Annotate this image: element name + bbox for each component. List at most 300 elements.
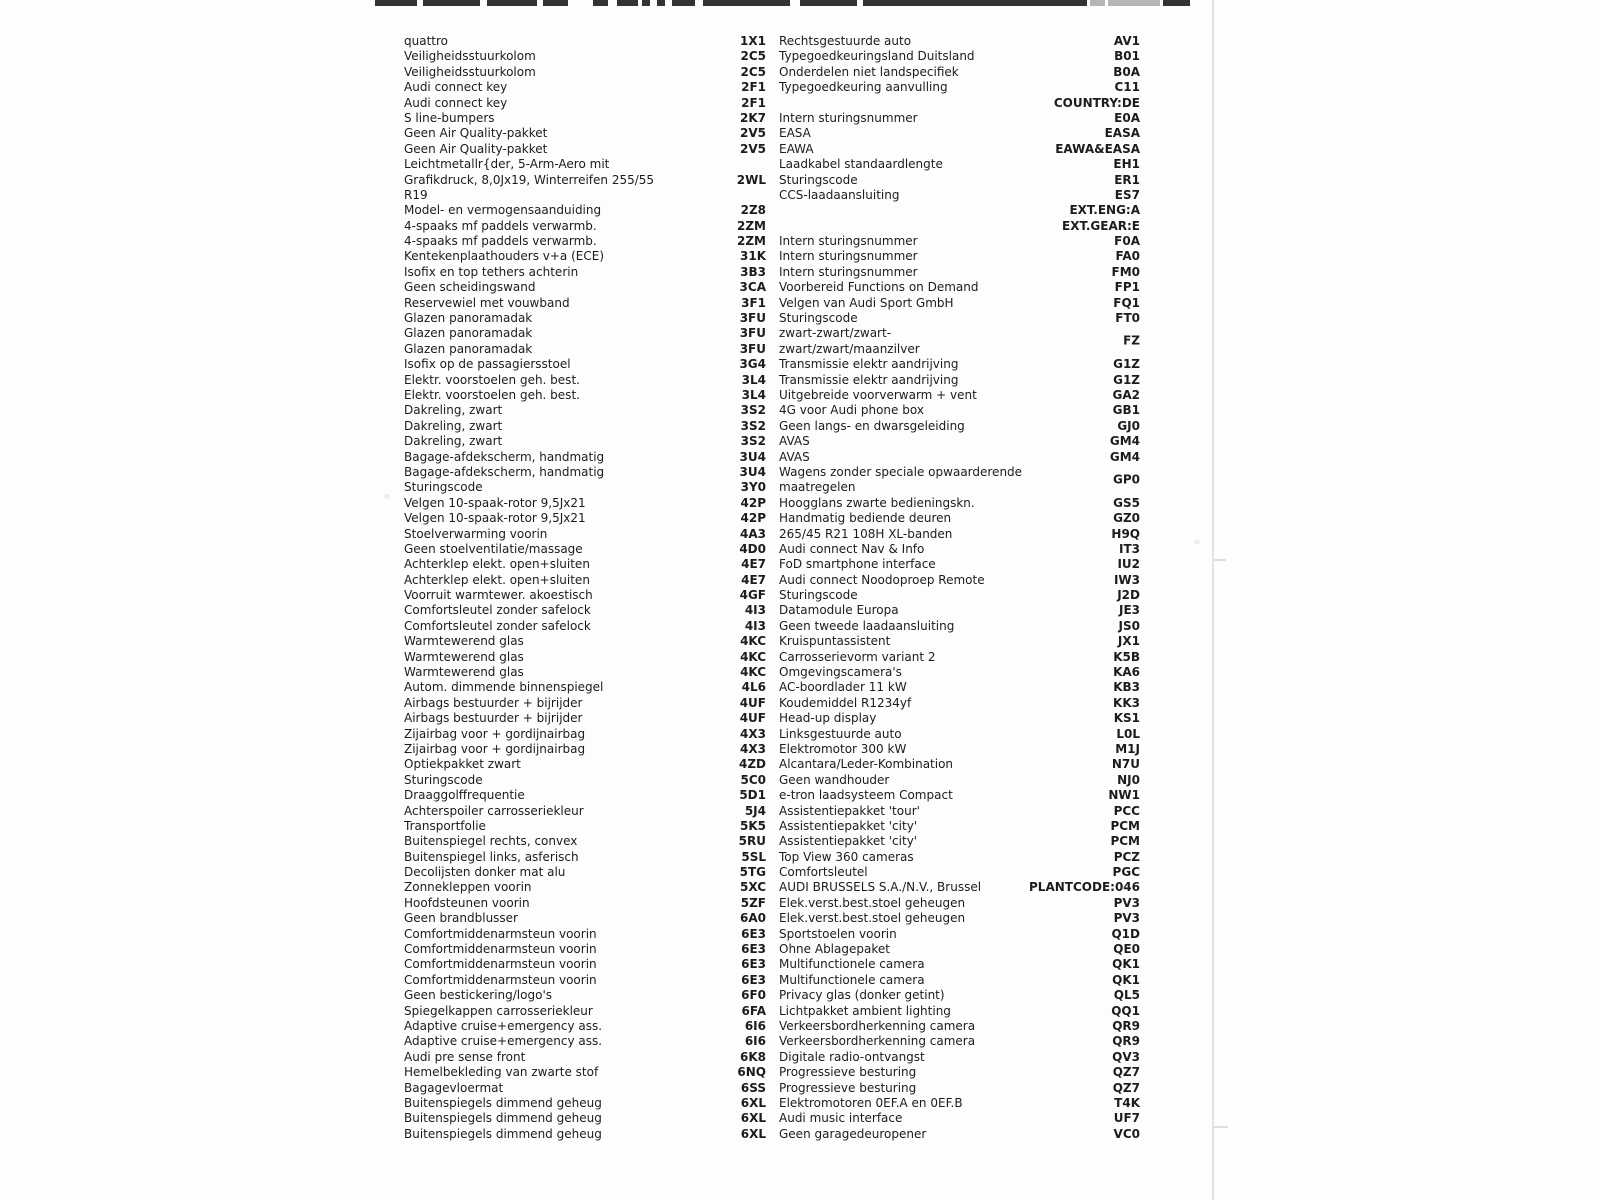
right-description: Audi connect Noodoproep Remote <box>779 572 985 587</box>
table-row <box>0 603 1600 618</box>
right-code: EAWA&EASA <box>1055 141 1140 156</box>
right-code: IU2 <box>1117 557 1140 572</box>
right-description: Geen tweede laadaansluiting <box>779 618 955 633</box>
right-code: IW3 <box>1113 572 1140 587</box>
table-row <box>0 357 1600 372</box>
right-description: Privacy glas (donker getint) <box>779 988 945 1003</box>
right-code: GA2 <box>1112 387 1140 402</box>
left-description: Dakreling, zwart <box>404 403 503 418</box>
left-code: 4L6 <box>741 680 766 695</box>
right-code: QZ7 <box>1112 1065 1140 1080</box>
left-description: Geen Air Quality-pakket <box>404 141 548 156</box>
left-description: Stoelverwarming voorin <box>404 526 548 541</box>
left-code: 3S2 <box>740 403 766 418</box>
table-row <box>0 988 1600 1003</box>
left-description: Bagage-afdekscherm, handmatig <box>404 464 605 479</box>
left-code: 5D1 <box>739 788 766 803</box>
left-description: Optiekpakket zwart <box>404 757 521 772</box>
left-description: Sturingscode <box>404 772 483 787</box>
right-code: GJ0 <box>1117 418 1140 433</box>
left-description: Elektr. voorstoelen geh. best. <box>404 372 580 387</box>
left-code: 6I6 <box>744 1034 766 1049</box>
table-row <box>0 650 1600 665</box>
left-code: 3CA <box>739 280 766 295</box>
left-code: 5J4 <box>744 803 766 818</box>
left-description: Warmtewerend glas <box>404 665 524 680</box>
table-row <box>0 65 1600 80</box>
left-description: 4-spaaks mf paddels verwarmb. <box>404 234 597 249</box>
right-description: Onderdelen niet landspecifiek <box>779 64 959 79</box>
right-code: FA0 <box>1115 249 1140 264</box>
left-code: 2C5 <box>740 64 766 79</box>
right-code: B0A <box>1113 64 1140 79</box>
left-description: Audi connect key <box>404 95 508 110</box>
left-code: 4I3 <box>744 618 766 633</box>
right-code: QR9 <box>1112 1019 1140 1033</box>
left-code: 4I3 <box>744 603 766 618</box>
table-row <box>0 665 1600 680</box>
right-code: G1Z <box>1113 372 1140 387</box>
left-code: 3FU <box>739 311 766 326</box>
left-description: Airbags bestuurder + bijrijder <box>404 695 583 710</box>
right-code: PCC <box>1113 803 1140 818</box>
right-description: 4G voor Audi phone box <box>779 403 924 418</box>
left-description: Comfortsleutel zonder safelock <box>404 618 591 633</box>
right-description: Progressieve besturing <box>779 1065 917 1080</box>
right-code: GM4 <box>1109 434 1140 449</box>
left-description: Autom. dimmende binnenspiegel <box>404 680 604 695</box>
table-row <box>0 34 1600 49</box>
left-description: Leichtmetallr{der, 5-Arm-Aero mit <box>404 157 610 172</box>
right-description: Multifunctionele camera <box>779 972 925 987</box>
left-code: 6A0 <box>740 911 766 926</box>
left-description: 4-spaaks mf paddels verwarmb. <box>404 218 597 233</box>
left-description: Geen scheidingswand <box>404 280 536 295</box>
table-row <box>0 819 1600 834</box>
left-code: 3G4 <box>739 357 766 372</box>
left-code: 42P <box>740 495 766 510</box>
left-code: 6E3 <box>741 942 766 957</box>
right-code: IT3 <box>1119 541 1140 556</box>
table-row <box>0 527 1600 542</box>
left-description: Dakreling, zwart <box>404 434 503 449</box>
table-row <box>0 173 1600 188</box>
left-code: 3Y0 <box>740 480 766 495</box>
table-row <box>0 511 1600 526</box>
table-row <box>0 450 1600 465</box>
right-description: Hoogglans zwarte bedieningskn. <box>779 495 975 510</box>
right-code: VC0 <box>1113 1126 1140 1141</box>
left-code: 6K8 <box>740 1049 766 1064</box>
left-code: 5ZF <box>740 895 766 910</box>
left-description: Bagage-afdekscherm, handmatig <box>404 449 605 464</box>
table-row <box>0 96 1600 111</box>
right-description: Alcantara/Leder-Kombination <box>779 757 954 772</box>
table-row <box>0 434 1600 449</box>
table-row <box>0 711 1600 726</box>
right-description: Transmissie elektr aandrijving <box>779 372 959 387</box>
left-code: 2ZM <box>737 218 766 233</box>
right-code: L0L <box>1116 726 1140 741</box>
left-description: Reservewiel met vouwband <box>404 295 570 310</box>
left-code: 2WL <box>736 172 766 187</box>
right-code: KS1 <box>1113 711 1140 726</box>
table-row <box>0 542 1600 557</box>
table-row <box>0 942 1600 957</box>
right-description: EAWA <box>779 141 814 156</box>
right-description: Intern sturingsnummer <box>779 234 918 249</box>
left-description: Comfortsleutel zonder safelock <box>404 603 591 618</box>
right-description: Laadkabel standaardlengte <box>779 157 943 172</box>
table-row <box>0 142 1600 157</box>
left-description: Achterklep elekt. open+sluiten <box>404 557 590 572</box>
table-row <box>0 757 1600 772</box>
right-description: Multifunctionele camera <box>779 957 925 972</box>
left-code: 31K <box>740 249 766 264</box>
right-description: Top View 360 cameras <box>779 849 914 864</box>
right-code: B01 <box>1114 49 1140 64</box>
right-description: Assistentiepakket 'city' <box>779 818 918 833</box>
left-code: 4E7 <box>741 572 766 587</box>
right-description: Sportstoelen voorin <box>779 926 897 941</box>
right-description: Sturingscode <box>779 311 858 326</box>
table-row <box>0 850 1600 865</box>
right-code: AV1 <box>1113 34 1140 48</box>
left-code: 6XL <box>740 1111 766 1126</box>
right-description: Digitale radio-ontvangst <box>779 1049 925 1064</box>
right-code: QR9 <box>1112 1034 1140 1049</box>
table-row <box>0 1050 1600 1065</box>
right-description: zwart-zwart/zwart- <box>779 326 892 341</box>
left-code: 5C0 <box>740 772 766 787</box>
right-description: 265/45 R21 108H XL-banden <box>779 526 953 541</box>
right-code: PCZ <box>1113 849 1140 864</box>
table-row <box>0 464 1600 487</box>
table-row <box>0 957 1600 972</box>
table-row <box>0 696 1600 711</box>
right-description: Velgen van Audi Sport GmbH <box>779 295 954 310</box>
table-row <box>0 49 1600 64</box>
left-description: Comfortmiddenarmsteun voorin <box>404 972 597 987</box>
right-description: zwart/zwart/maanzilver <box>779 341 920 356</box>
table-row <box>0 419 1600 434</box>
right-code: T4K <box>1114 1095 1140 1110</box>
right-description: Elek.verst.best.stoel geheugen <box>779 895 966 910</box>
left-code: 4D0 <box>739 541 766 556</box>
right-code: F0A <box>1114 234 1140 249</box>
table-row <box>0 896 1600 911</box>
table-row <box>0 157 1600 172</box>
right-description: Progressieve besturing <box>779 1080 917 1095</box>
right-code: PV3 <box>1113 895 1140 910</box>
left-code: 3L4 <box>741 372 766 387</box>
left-code: 6XL <box>740 1095 766 1110</box>
table-row <box>0 634 1600 649</box>
right-description: Assistentiepakket 'tour' <box>779 803 920 818</box>
left-description: Velgen 10-spaak-rotor 9,5Jx21 <box>404 495 586 510</box>
right-code: UF7 <box>1113 1111 1140 1126</box>
right-code: E0A <box>1114 110 1140 125</box>
left-description: Isofix op de passagiersstoel <box>404 357 571 372</box>
table-row <box>0 234 1600 249</box>
right-description: Geen garagedeuropener <box>779 1126 927 1141</box>
left-code: 3S2 <box>740 434 766 449</box>
left-description: Buitenspiegels dimmend geheug <box>404 1126 602 1141</box>
left-description: Geen Air Quality-pakket <box>404 126 548 141</box>
table-row <box>0 296 1600 311</box>
right-description: Typegoedkeuring aanvulling <box>779 80 948 95</box>
table-row <box>0 280 1600 295</box>
left-description: R19 <box>404 187 428 202</box>
left-code: 6NQ <box>737 1065 766 1080</box>
left-description: Sturingscode <box>404 480 483 495</box>
table-row <box>0 880 1600 895</box>
right-code: GZ0 <box>1113 511 1140 526</box>
right-code: NJ0 <box>1117 772 1140 787</box>
right-code: QZ7 <box>1112 1080 1140 1095</box>
left-description: Zonnekleppen voorin <box>404 880 532 895</box>
table-row <box>0 111 1600 126</box>
table-row <box>0 1034 1600 1049</box>
left-code: 6E3 <box>741 957 766 972</box>
left-code: 4E7 <box>741 557 766 572</box>
right-code: FT0 <box>1115 311 1140 326</box>
right-code: GP0 <box>1113 472 1140 487</box>
left-code: 4X3 <box>740 741 766 756</box>
left-description: Hoofdsteunen voorin <box>404 895 530 910</box>
table-row <box>0 865 1600 880</box>
table-row <box>0 203 1600 218</box>
right-description: Kruispuntassistent <box>779 634 891 649</box>
right-description: Linksgestuurde auto <box>779 726 902 741</box>
left-code: 4KC <box>740 649 766 664</box>
left-code: 5XC <box>740 880 766 895</box>
left-description: Decolijsten donker mat alu <box>404 865 566 880</box>
right-code: K5B <box>1113 649 1140 664</box>
right-description: Intern sturingsnummer <box>779 264 918 279</box>
equipment-code-table <box>0 34 1600 1142</box>
right-description: Geen langs- en dwarsgeleiding <box>779 418 965 433</box>
right-description: Elektromotoren 0EF.A en 0EF.B <box>779 1095 963 1110</box>
left-description: Adaptive cruise+emergency ass. <box>404 1019 603 1033</box>
right-description: Assistentiepakket 'city' <box>779 834 918 849</box>
table-row <box>0 804 1600 819</box>
right-code: J2D <box>1117 588 1140 603</box>
left-description: Buitenspiegels dimmend geheug <box>404 1111 602 1126</box>
left-description: Glazen panoramadak <box>404 326 533 341</box>
right-description: Sturingscode <box>779 172 858 187</box>
left-code: 6FA <box>741 1003 766 1018</box>
right-description: Intern sturingsnummer <box>779 249 918 264</box>
table-row <box>0 588 1600 603</box>
right-description: AUDI BRUSSELS S.A./N.V., Brussel <box>779 880 982 895</box>
right-code: QQ1 <box>1111 1003 1140 1018</box>
right-code: QK1 <box>1112 957 1140 972</box>
table-row <box>0 1019 1600 1034</box>
left-description: Kentekenplaathouders v+a (ECE) <box>404 249 605 264</box>
table-row <box>0 219 1600 234</box>
left-description: Warmtewerend glas <box>404 649 524 664</box>
right-description: maatregelen <box>779 480 856 495</box>
right-code: GM4 <box>1109 449 1140 464</box>
right-code: JE3 <box>1118 603 1140 618</box>
left-code: 5TG <box>739 865 766 880</box>
left-description: Airbags bestuurder + bijrijder <box>404 711 583 726</box>
left-code: 6E3 <box>741 926 766 941</box>
right-description: Carrosserievorm variant 2 <box>779 649 936 664</box>
left-description: Bagagevloermat <box>404 1080 504 1095</box>
table-row <box>0 342 1600 357</box>
right-description: Ohne Ablagepaket <box>779 942 890 957</box>
right-description: AVAS <box>779 449 810 464</box>
left-description: Audi connect key <box>404 80 508 95</box>
left-description: Dakreling, zwart <box>404 418 503 433</box>
table-row <box>0 265 1600 280</box>
left-code: 3U4 <box>739 449 766 464</box>
left-code: 2V5 <box>740 141 766 156</box>
right-code: QE0 <box>1113 942 1140 957</box>
left-description: Draaggolffrequentie <box>404 788 525 803</box>
right-description: Geen wandhouder <box>779 772 890 787</box>
table-row <box>0 1065 1600 1080</box>
left-code: 5SL <box>741 849 766 864</box>
right-code: FM0 <box>1111 264 1140 279</box>
right-code: COUNTRY:DE <box>1053 95 1140 110</box>
left-code: 6I6 <box>744 1019 766 1033</box>
right-code: Q1D <box>1111 926 1140 941</box>
left-code: 4UF <box>739 695 766 710</box>
right-code: FQ1 <box>1113 295 1140 310</box>
right-description: Handmatig bediende deuren <box>779 511 952 526</box>
table-row <box>0 311 1600 326</box>
right-description: Intern sturingsnummer <box>779 110 918 125</box>
right-code: PLANTCODE:046 <box>1029 880 1140 895</box>
table-row <box>0 727 1600 742</box>
right-description: Audi music interface <box>779 1111 903 1126</box>
right-description: Voorbereid Functions on Demand <box>779 280 979 295</box>
left-description: Adaptive cruise+emergency ass. <box>404 1034 603 1049</box>
left-code: 3L4 <box>741 387 766 402</box>
left-description: Voorruit warmtewer. akoestisch <box>404 588 593 603</box>
table-row <box>0 480 1600 495</box>
left-code: 6SS <box>740 1080 766 1095</box>
table-row <box>0 1004 1600 1019</box>
right-description: EASA <box>779 126 811 141</box>
table-row <box>0 742 1600 757</box>
right-description: Uitgebreide voorverwarm + vent <box>779 387 977 402</box>
right-description: Verkeersbordherkenning camera <box>779 1034 976 1049</box>
left-code: 2V5 <box>740 126 766 141</box>
right-description: Wagens zonder speciale opwaarderende <box>779 464 1023 479</box>
left-code: 6XL <box>740 1126 766 1141</box>
right-description: Lichtpakket ambient lighting <box>779 1003 951 1018</box>
right-description: Omgevingscamera's <box>779 665 902 680</box>
right-code: QV3 <box>1112 1049 1140 1064</box>
left-code: 4GF <box>739 588 766 603</box>
left-description: Grafikdruck, 8,0Jx19, Winterreifen 255/55 <box>404 172 655 187</box>
left-description: Hemelbekleding van zwarte stof <box>404 1065 599 1080</box>
right-description: Comfortsleutel <box>779 865 868 880</box>
left-description: Comfortmiddenarmsteun voorin <box>404 926 597 941</box>
table-row <box>0 773 1600 788</box>
left-description: Geen bestickering/logo's <box>404 988 552 1003</box>
right-code: M1J <box>1115 741 1140 756</box>
left-code: 1X1 <box>740 34 766 48</box>
right-code: FZ <box>1123 334 1140 349</box>
right-code: EXT.GEAR:E <box>1062 218 1140 233</box>
right-code: KA6 <box>1113 665 1140 680</box>
right-description: Elektromotor 300 kW <box>779 741 907 756</box>
left-description: Comfortmiddenarmsteun voorin <box>404 942 597 957</box>
left-code: 5K5 <box>740 818 766 833</box>
right-description: Elek.verst.best.stoel geheugen <box>779 911 966 926</box>
right-description: Koudemiddel R1234yf <box>779 695 912 710</box>
table-row <box>0 557 1600 572</box>
table-row <box>0 1127 1600 1142</box>
right-code: JS0 <box>1118 618 1140 633</box>
left-description: Elektr. voorstoelen geh. best. <box>404 387 580 402</box>
right-description: e-tron laadsysteem Compact <box>779 788 953 803</box>
left-code: 3B3 <box>740 264 766 279</box>
right-code: N7U <box>1111 757 1140 772</box>
left-code: 3FU <box>739 326 766 341</box>
right-description: Rechtsgestuurde auto <box>779 34 912 48</box>
right-code: ES7 <box>1114 187 1140 202</box>
left-code: 2K7 <box>740 110 766 125</box>
left-description: Buitenspiegels dimmend geheug <box>404 1095 602 1110</box>
right-code: KK3 <box>1113 695 1140 710</box>
right-code: EASA <box>1104 126 1140 141</box>
table-row <box>0 619 1600 634</box>
table-row <box>0 1111 1600 1126</box>
left-code: 5RU <box>738 834 766 849</box>
right-description: AVAS <box>779 434 810 449</box>
right-code: KB3 <box>1113 680 1140 695</box>
right-code: PV3 <box>1113 911 1140 926</box>
table-row <box>0 834 1600 849</box>
right-code: EXT.ENG:A <box>1069 203 1140 218</box>
left-code: 4KC <box>740 665 766 680</box>
left-description: S line-bumpers <box>404 110 495 125</box>
table-row <box>0 1096 1600 1111</box>
left-description: Comfortmiddenarmsteun voorin <box>404 957 597 972</box>
left-code: 4ZD <box>738 757 766 772</box>
left-description: Audi pre sense front <box>404 1049 526 1064</box>
table-row <box>0 911 1600 926</box>
table-row <box>0 573 1600 588</box>
left-description: Glazen panoramadak <box>404 311 533 326</box>
right-code: NW1 <box>1108 788 1140 803</box>
table-row <box>0 973 1600 988</box>
left-code: 2ZM <box>737 234 766 249</box>
left-description: Zijairbag voor + gordijnairbag <box>404 741 586 756</box>
right-description: CCS-laadaansluiting <box>779 187 900 202</box>
right-code: H9Q <box>1111 526 1140 541</box>
left-description: Velgen 10-spaak-rotor 9,5Jx21 <box>404 511 586 526</box>
table-row <box>0 249 1600 264</box>
table-row <box>0 373 1600 388</box>
table-row <box>0 927 1600 942</box>
left-code: 2Z8 <box>740 203 766 218</box>
left-description: Glazen panoramadak <box>404 341 533 356</box>
left-code: 4UF <box>739 711 766 726</box>
table-row <box>0 680 1600 695</box>
right-code: PCM <box>1110 834 1140 849</box>
right-code: FP1 <box>1114 280 1140 295</box>
right-code: PCM <box>1110 818 1140 833</box>
left-description: Warmtewerend glas <box>404 634 524 649</box>
left-description: Veiligheidsstuurkolom <box>404 49 536 64</box>
